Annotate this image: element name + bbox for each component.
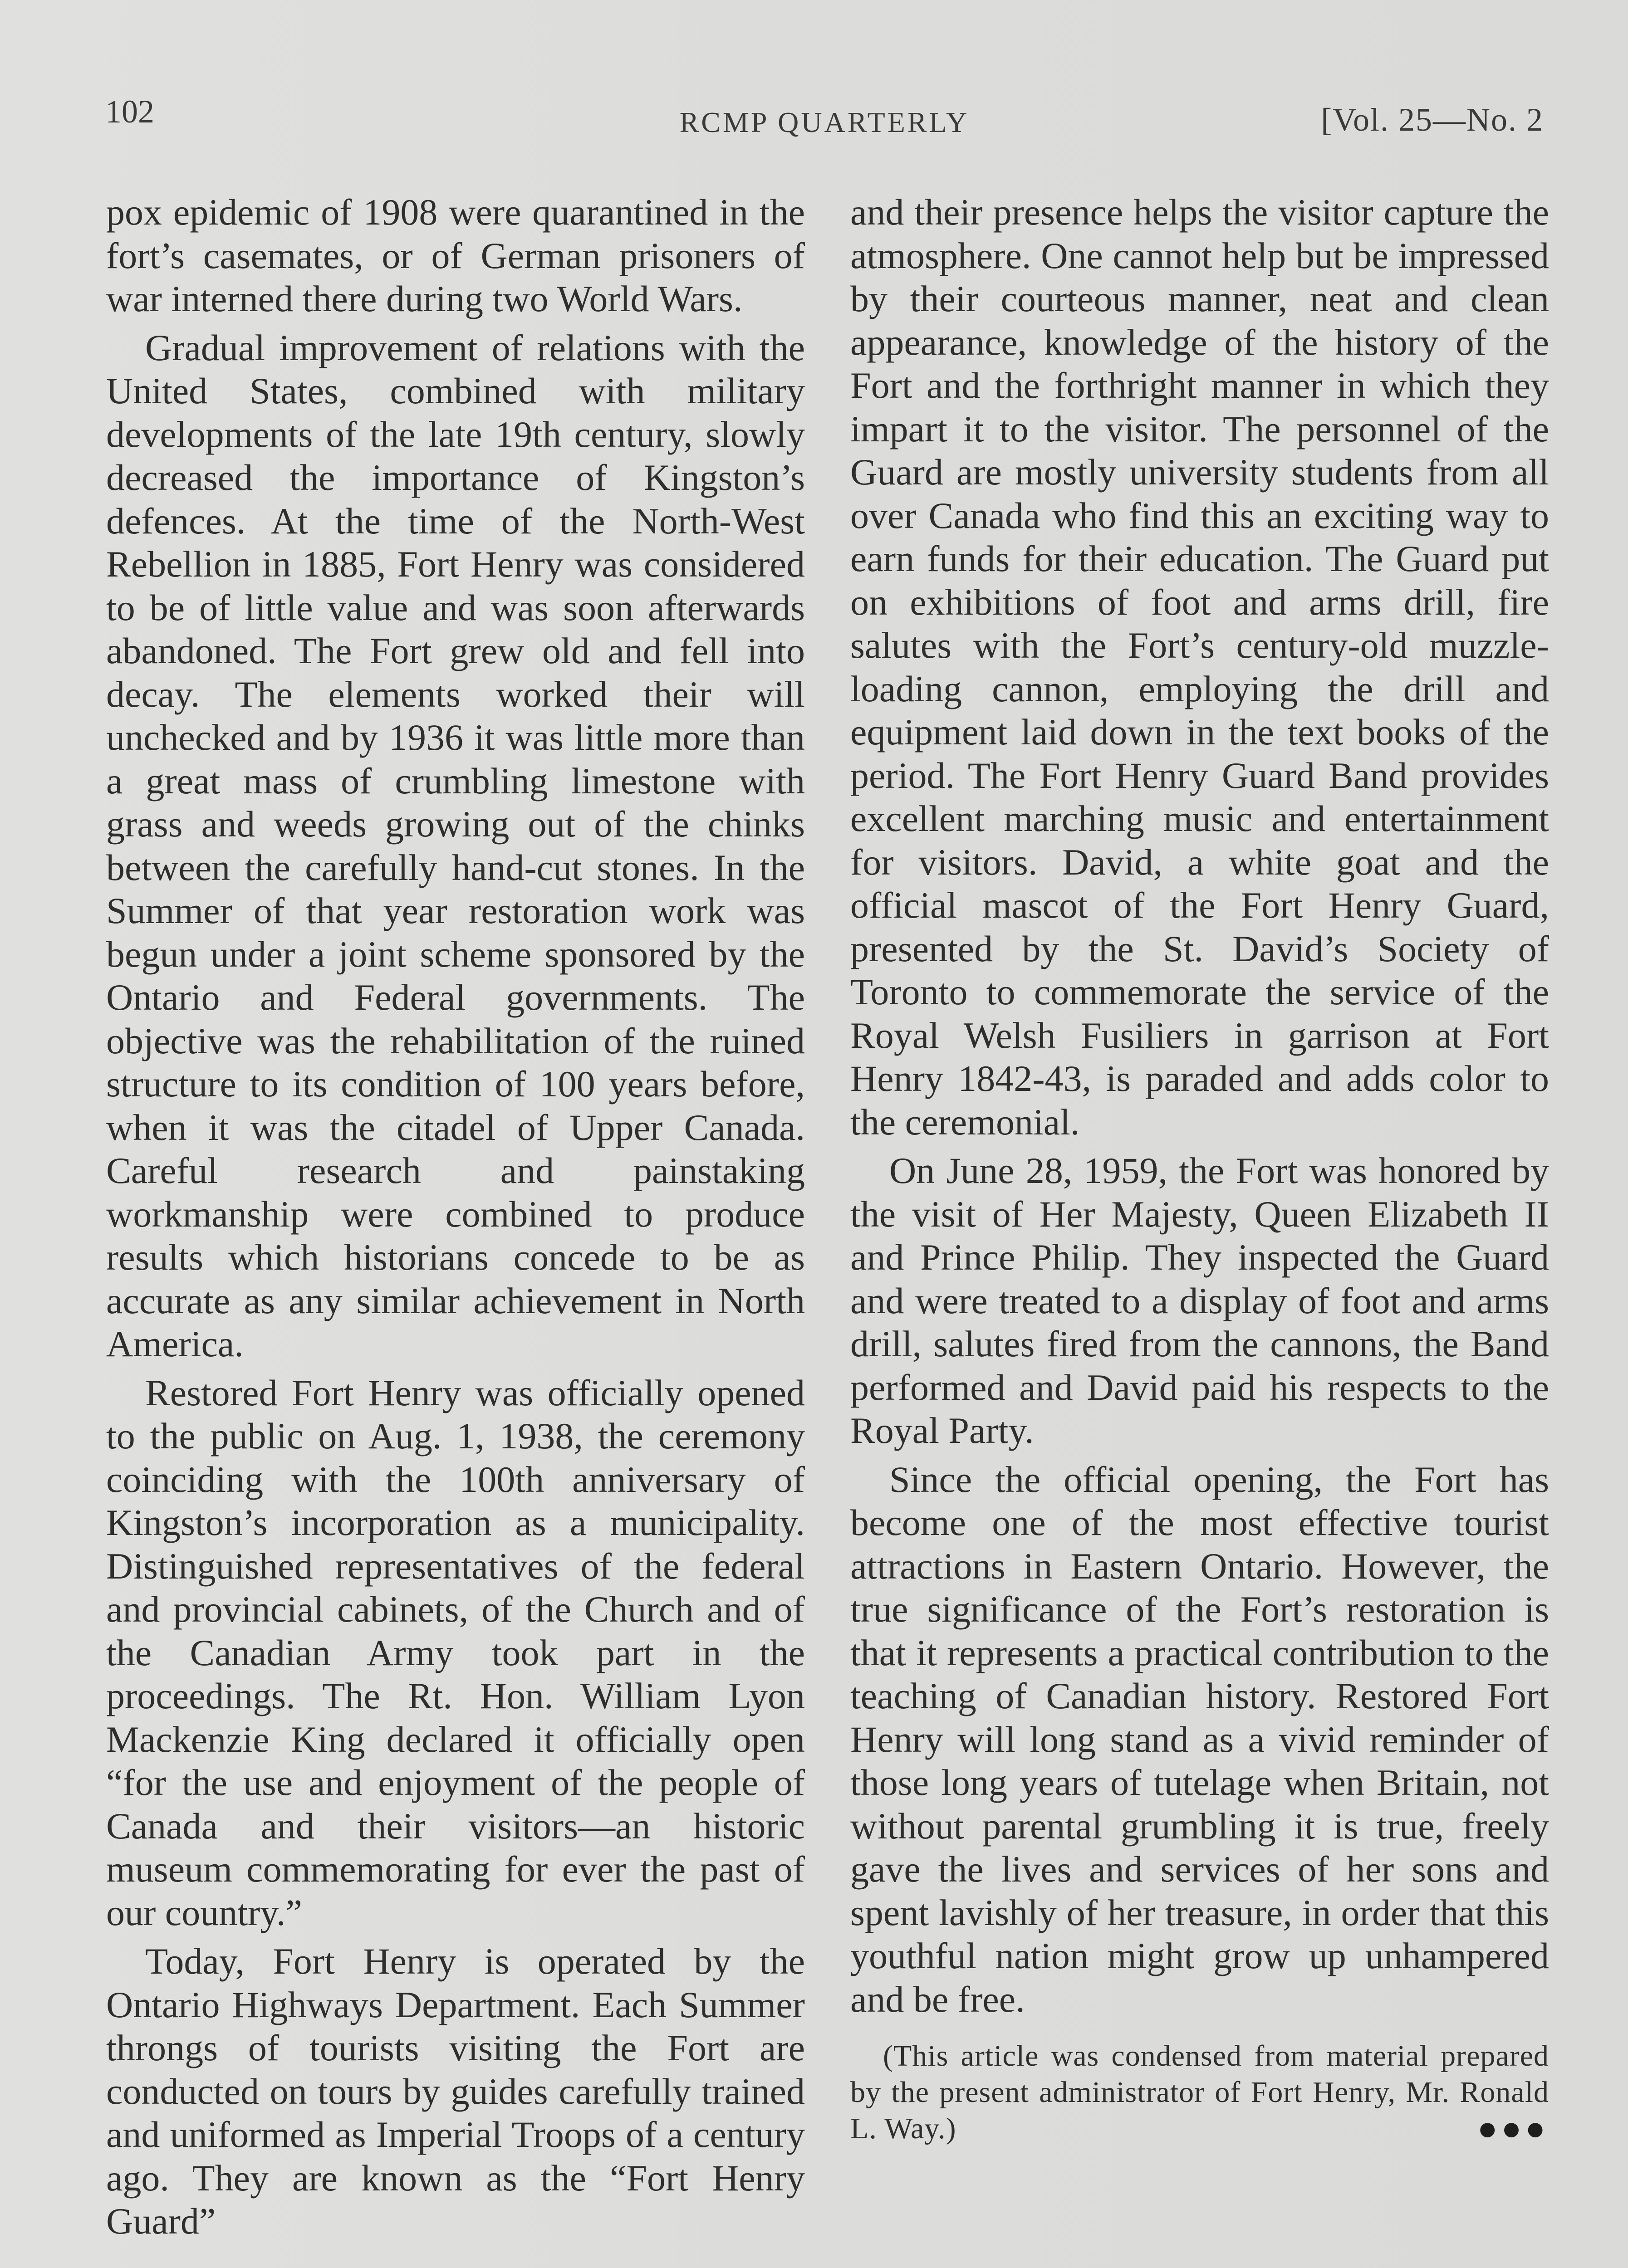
right-column xyxy=(850,191,1549,2147)
journal-title: RCMP QUARTERLY xyxy=(679,106,970,138)
editor-note-text: (This article was condensed from material prepared by the present administrator of Fort Henry, Mr. Ronald L. Way.) xyxy=(850,2039,1549,2145)
volume-issue: [Vol. 25—No. 2 xyxy=(1321,102,1544,138)
paragraph: Since the official opening, the Fort has become one of the most effective tourist attractions in Eastern Ontario. However, the true significance of the Fort’s restoration is that it represents a practical contribution to the teaching of Canadian history. Restored Fort Henry will long stand as a vivid reminder of those long years of tutelage when Britain, not without parental grumbling it is true, freely gave the lives and services of her sons and spent lavishly of her treasure, in order that this youthful nation might grow up unhampered and be free. xyxy=(850,1458,1549,2020)
paragraph: and their presence helps the visitor capture the atmosphere. One cannot help but be impressed by their courteous manner, neat and clean appearance, knowledge of the history of the Fort and the forthright manner in which they impart it to the visitor. The personnel of the Guard are mostly university students from all over Canada who find this an exciting way to earn funds for their education. The Guard put on exhibitions of foot and arms drill, fire salutes with the Fort’s century-old muzzle-loading cannon, employing the drill and equipment laid down in the text books of the period. The Fort Henry Guard Band provides excellent marching music and entertainment for visitors. David, a white goat and the official mascot of the Fort Henry Guard, presented by the St. David’s Society of Toronto to commemorate the service of the Royal Welsh Fusiliers in garrison at Fort Henry 1842-43, is paraded and adds color to the ceremonial. xyxy=(850,191,1549,1143)
page-number: 102 xyxy=(105,93,154,130)
paragraph: pox epidemic of 1908 were quarantined in the fort’s casemates, or of German prisoners of war interned there during two World Wars. xyxy=(106,191,805,319)
left-column xyxy=(106,191,805,2248)
paragraph: Restored Fort Henry was officially opened to the public on Aug. 1, 1938, the ceremony coinciding with the 100th anniversary of Kingston’s incorporation as a municipality. Distinguished representatives of the federal and provincial cabinets, of the Church and of the Canadian Army took part in the proceedings. The Rt. Hon. William Lyon Mackenzie King declared it officially open “for the use and enjoyment of the people of Canada and their visitors—an historic museum commemorating for ever the past of our country.” xyxy=(106,1372,805,1933)
paragraph: Today, Fort Henry is operated by the Ontario Highways Department. Each Summer throngs of tourists visiting the Fort are conducted on tours by guides carefully trained and uniformed as Imperial Troops of a century ago. They are known as the “Fort Henry Guard” xyxy=(106,1941,805,2242)
paragraph: Gradual improvement of relations with the United States, combined with military developments of the late 19th century, slowly decreased the importance of Kingston’s defences. At the time of the North-West Rebellion in 1885, Fort Henry was considered to be of little value and was soon afterwards abandoned. The Fort grew old and fell into decay. The elements worked their will unchecked and by 1936 it was little more than a great mass of crumbling limestone with grass and weeds growing out of the chinks between the carefully hand-cut stones. In the Summer of that year restoration work was begun under a joint scheme sponsored by the Ontario and Federal governments. The objective was the rehabilitation of the ruined structure to its condition of 100 years before, when it was the citadel of Upper Canada. Careful research and painstaking workmanship were combined to produce results which historians concede to be as accurate as any similar achievement in North America. xyxy=(106,327,805,1364)
editor-note xyxy=(850,2038,1549,2147)
running-header xyxy=(105,93,1544,143)
end-mark-icon: ●●● xyxy=(1477,2110,1549,2147)
paragraph: On June 28, 1959, the Fort was honored by the visit of Her Majesty, Queen Elizabeth II and Prince Philip. They inspected the Guard and were treated to a display of foot and arms drill, salutes fired from the cannons, the Band performed and David paid his respects to the Royal Party. xyxy=(850,1150,1549,1451)
